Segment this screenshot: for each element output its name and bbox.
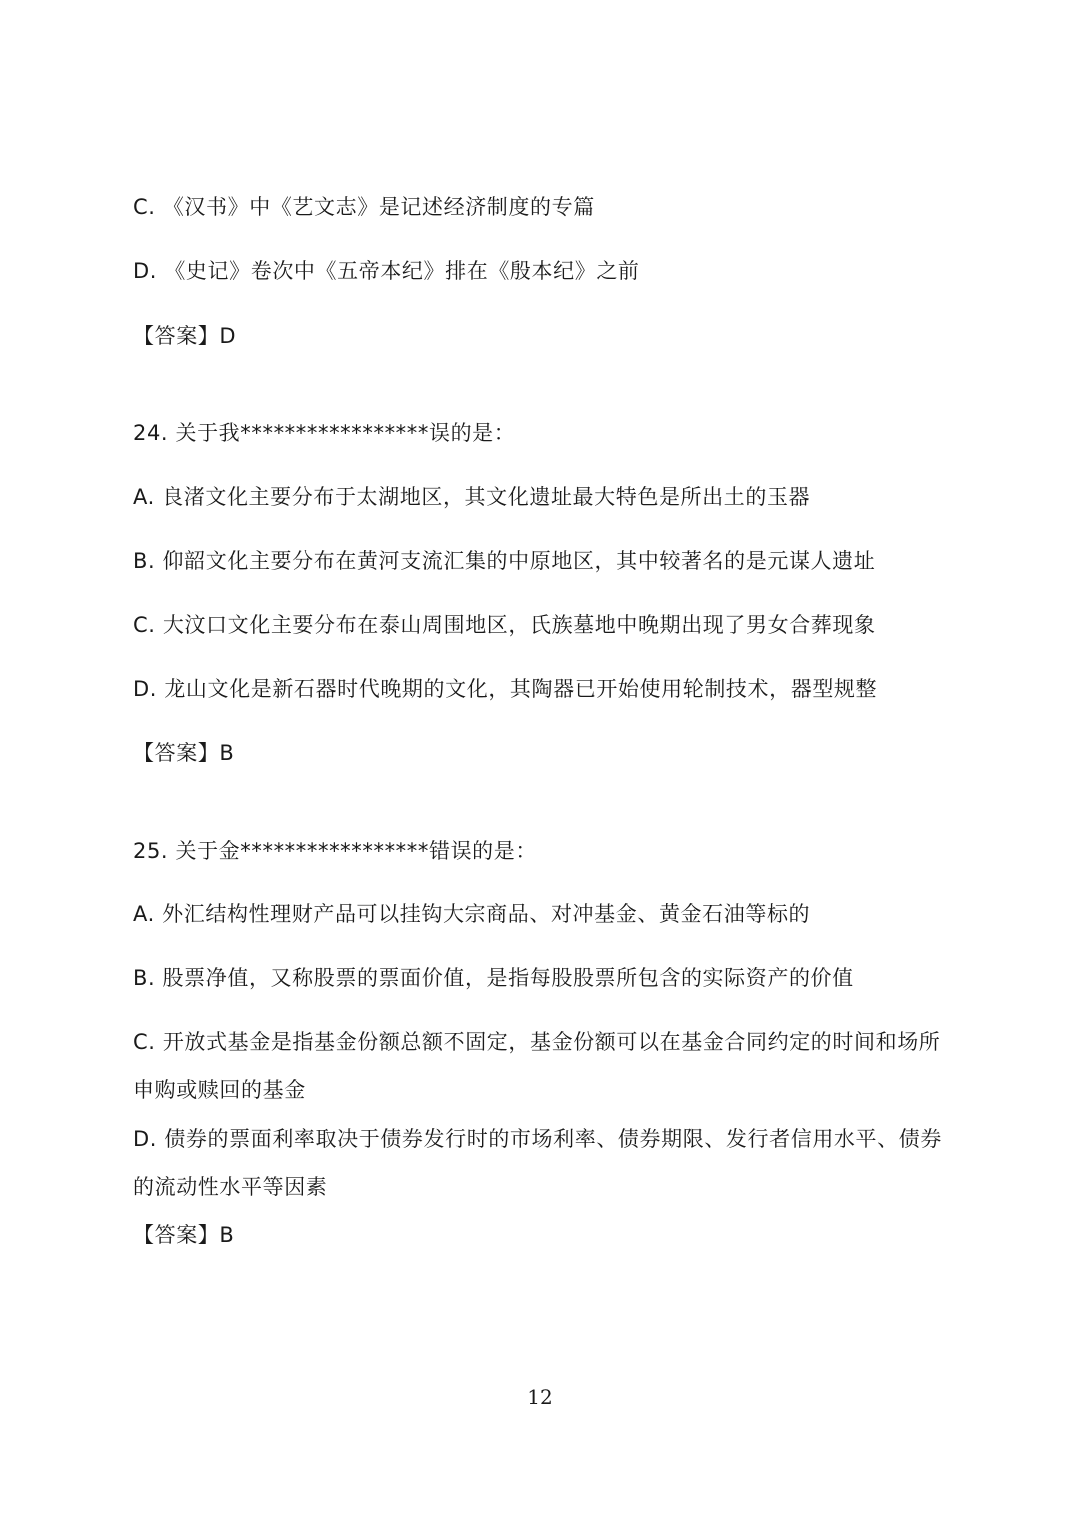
q24-stem: 24. 关于我*****************误的是： bbox=[133, 421, 516, 445]
page-number: 12 bbox=[527, 1385, 553, 1409]
q25-stem: 25. 关于金*****************错误的是： bbox=[133, 839, 537, 863]
q24-option-c: C. 大汶口文化主要分布在泰山周围地区，氏族墓地中晚期出现了男女合葬现象 bbox=[133, 613, 876, 637]
q24-option-a: A. 良渚文化主要分布于太湖地区，其文化遗址最大特色是所出土的玉器 bbox=[133, 485, 811, 509]
q23-option-c: C. 《汉书》中《艺文志》是记述经济制度的专篇 bbox=[133, 195, 595, 219]
q25-option-c-line1: C. 开放式基金是指基金份额总额不固定，基金份额可以在基金合同约定的时间和场所 bbox=[133, 1030, 941, 1054]
q23-answer: 【答案】D bbox=[133, 324, 237, 348]
q25-option-d-line2: 的流动性水平等因素 bbox=[133, 1175, 328, 1199]
q25-option-d-line1: D. 债券的票面利率取决于债券发行时的市场利率、债券期限、发行者信用水平、债券 bbox=[133, 1127, 942, 1151]
q24-option-b: B. 仰韶文化主要分布在黄河支流汇集的中原地区，其中较著名的是元谋人遗址 bbox=[133, 549, 876, 573]
q25-option-b: B. 股票净值，又称股票的票面价值，是指每股股票所包含的实际资产的价值 bbox=[133, 966, 854, 990]
q24-answer: 【答案】B bbox=[133, 741, 235, 765]
q25-answer: 【答案】B bbox=[133, 1223, 235, 1247]
q24-option-d: D. 龙山文化是新石器时代晚期的文化，其陶器已开始使用轮制技术，器型规整 bbox=[133, 677, 878, 701]
q23-option-d: D. 《史记》卷次中《五帝本纪》排在《殷本纪》之前 bbox=[133, 259, 640, 283]
q25-option-c-line2: 申购或赎回的基金 bbox=[133, 1078, 306, 1102]
q25-option-a: A. 外汇结构性理财产品可以挂钩大宗商品、对冲基金、黄金石油等标的 bbox=[133, 902, 811, 926]
